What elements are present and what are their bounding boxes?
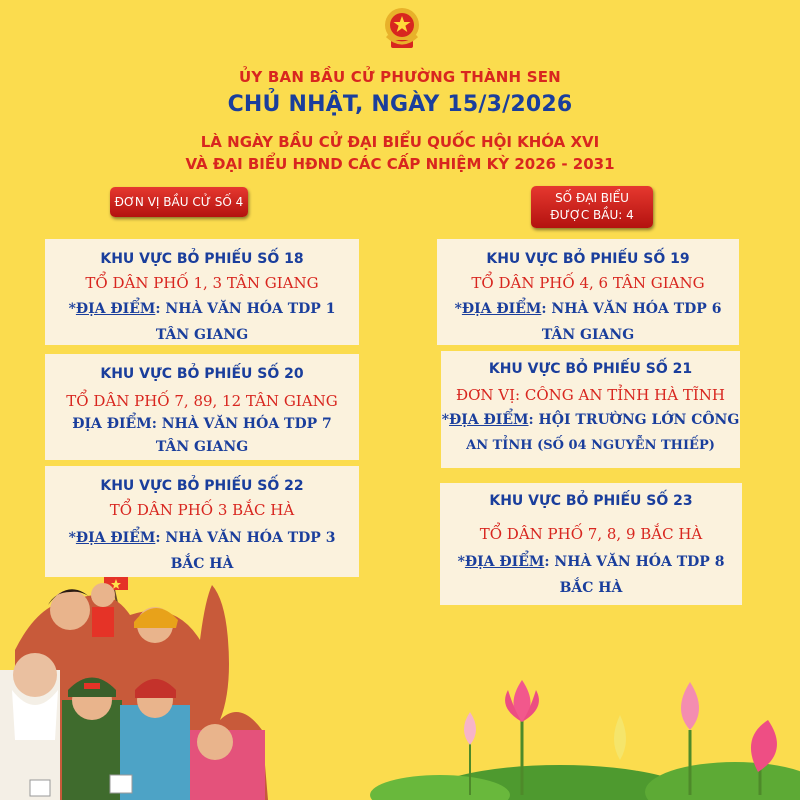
voting-area-location: *ĐỊA ĐIỂM: NHÀ VĂN HÓA TDP 6: [454, 301, 722, 317]
election-description-line1: LÀ NGÀY BẦU CỬ ĐẠI BIỂU QUỐC HỘI KHÓA XVI: [200, 133, 600, 151]
voting-area-units: TỔ DÂN PHỐ 7, 8, 9 BẮC HÀ: [479, 525, 703, 543]
voting-area-title: KHU VỰC BỎ PHIẾU SỐ 23: [489, 493, 693, 509]
location-label: ĐỊA ĐIỂM: [464, 554, 545, 570]
location-label: ĐỊA ĐIỂM: [449, 412, 529, 428]
voting-area-title: KHU VỰC BỎ PHIẾU SỐ 19: [486, 251, 690, 267]
location-line2: TÂN GIANG: [155, 327, 249, 343]
location-label: ĐỊA ĐIỂM: [75, 301, 156, 317]
voting-area-title: KHU VỰC BỎ PHIẾU SỐ 21: [488, 361, 693, 377]
location-label: ĐỊA ĐIỂM: [461, 301, 542, 317]
election-date: CHỦ NHẬT, NGÀY 15/3/2026: [227, 92, 573, 117]
delegates-count-line1: SỐ ĐẠI BIỂU: [555, 191, 629, 205]
location-line1: : NHÀ VĂN HÓA TDP 3: [155, 530, 336, 546]
location-line2: TÂN GIANG: [155, 439, 249, 455]
voting-area-units: TỔ DÂN PHỐ 7, 89, 12 TÂN GIANG: [66, 392, 338, 410]
voting-area-title: KHU VỰC BỎ PHIẾU SỐ 22: [100, 478, 304, 494]
voting-area-card-19: [437, 239, 739, 345]
location-line1: ĐỊA ĐIỂM: NHÀ VĂN HÓA TDP 7: [72, 416, 332, 432]
voting-area-card-23: [440, 483, 742, 605]
voting-area-units: TỔ DÂN PHỐ 4, 6 TÂN GIANG: [471, 274, 705, 292]
voting-area-location: *ĐỊA ĐIỂM: NHÀ VĂN HÓA TDP 8: [457, 554, 725, 570]
voting-area-title: KHU VỰC BỎ PHIẾU SỐ 18: [100, 251, 304, 267]
location-line2: TÂN GIANG: [541, 327, 635, 343]
voting-area-units: TỔ DÂN PHỐ 1, 3 TÂN GIANG: [85, 274, 319, 292]
voting-area-location: *ĐỊA ĐIỂM: HỘI TRƯỜNG LỚN CÔNG: [441, 412, 740, 428]
election-description-line2: VÀ ĐẠI BIỂU HĐND CÁC CẤP NHIỆM KỲ 2026 - 2031: [185, 155, 615, 173]
delegates-count-badge: [531, 186, 653, 228]
national-emblem-icon: [383, 6, 421, 50]
voting-area-card-21: [441, 351, 740, 468]
delegates-count-line2: ĐƯỢC BẦU: 4: [550, 208, 634, 222]
voting-area-title: KHU VỰC BỎ PHIẾU SỐ 20: [100, 366, 304, 382]
location-line2: AN TỈNH (SỐ 04 NGUYỄN THIẾP): [466, 438, 715, 453]
voting-area-card-18: [45, 239, 359, 345]
location-line2: BẮC HÀ: [170, 556, 234, 572]
voting-area-location: *ĐỊA ĐIỂM: NHÀ VĂN HÓA TDP 3: [68, 530, 336, 546]
voting-area-card-22: [45, 466, 359, 577]
location-line1: : NHÀ VĂN HÓA TDP 1: [155, 301, 336, 317]
election-committee-name: ỦY BAN BẦU CỬ PHƯỜNG THÀNH SEN: [239, 68, 561, 86]
electoral-unit-badge: ĐƠN VỊ BẦU CỬ SỐ 4: [110, 187, 248, 217]
location-label: ĐỊA ĐIỂM: [75, 530, 156, 546]
voting-area-units: TỔ DÂN PHỐ 3 BẮC HÀ: [109, 501, 295, 519]
voting-area-card-20: [45, 354, 359, 460]
location-line1: : NHÀ VĂN HÓA TDP 8: [544, 554, 725, 570]
voting-area-units: ĐƠN VỊ: CÔNG AN TỈNH HÀ TĨNH: [456, 386, 725, 404]
voting-area-location: *ĐỊA ĐIỂM: NHÀ VĂN HÓA TDP 1: [68, 301, 336, 317]
location-line1: : HỘI TRƯỜNG LỚN CÔNG: [528, 412, 740, 428]
location-line1: : NHÀ VĂN HÓA TDP 6: [541, 301, 722, 317]
location-line2: BẮC HÀ: [559, 580, 623, 596]
